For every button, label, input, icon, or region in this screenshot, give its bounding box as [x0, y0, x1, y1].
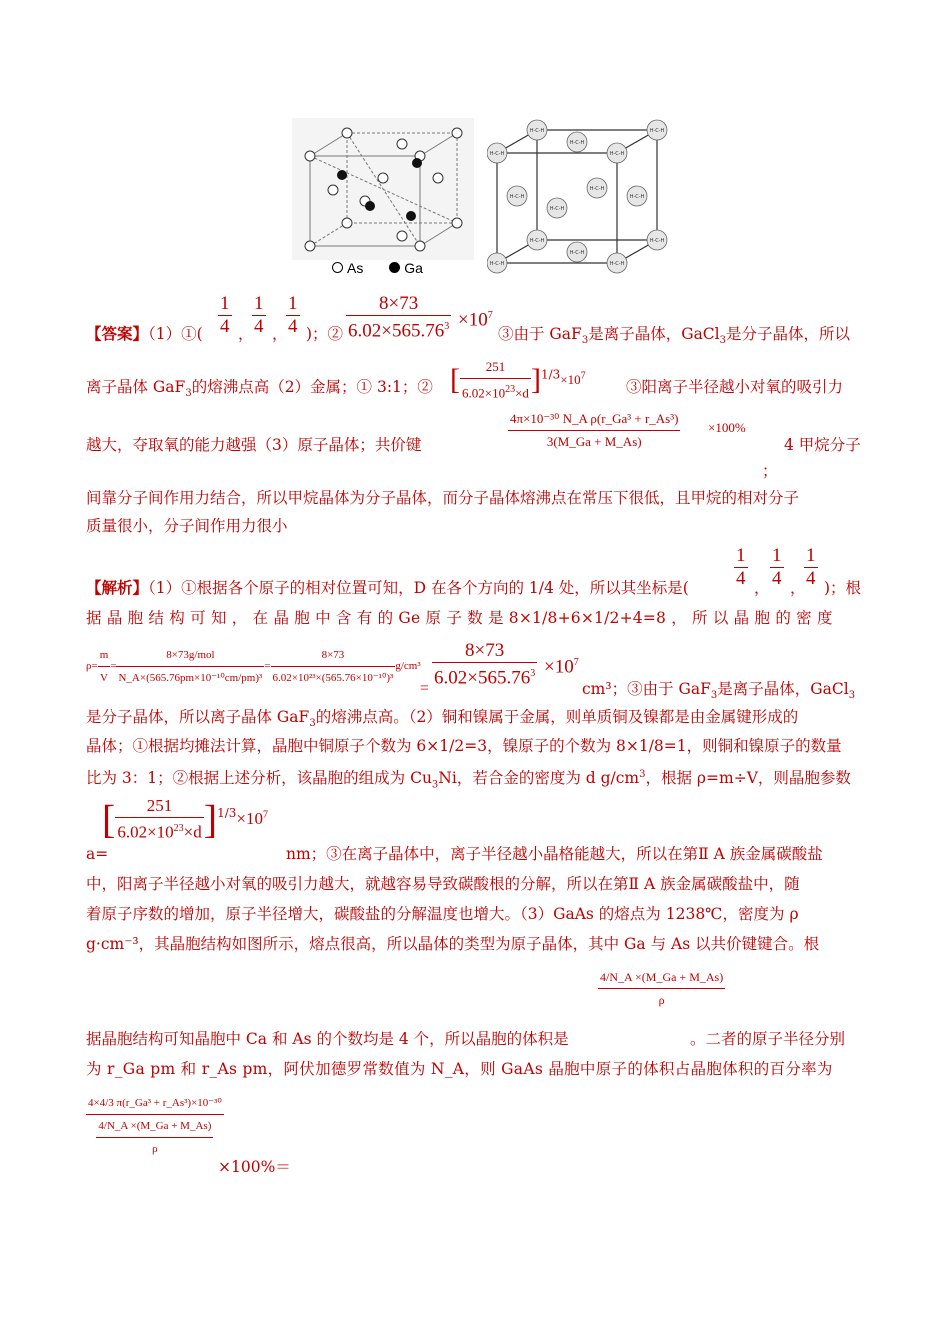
analysis-tag: 【解析】	[86, 578, 149, 597]
analysis-line-4: 是分子晶体，所以离子晶体 GaF$_3$的熔沸点高。（2）铜和镍属于金属，则单质铜及镍都是由金属键形成的	[86, 708, 799, 730]
analysis-density-frac: $\frac{8\times 73}{6.02\times 565.76^3}$	[434, 640, 536, 689]
analysis-coord-frac-1: $\frac{1}{4}$	[736, 545, 746, 589]
svg-text:H-C-H: H-C-H	[649, 128, 665, 134]
methane-crystal-diagram	[487, 118, 669, 280]
analysis-line-11: $\frac{4/N\_A \times(M\_Ga + M\_As)}{\rho}$ 据晶胞结构可知晶胞中 Ca 和 As 的个数均是 4 个，所以晶胞的体积是 。二者的原子半径分别	[86, 962, 864, 1052]
percent-frac: $\frac{\text{4π×10⁻³⁰ N\_A ρ(r\_Ga³ + r\_As³)}}{3(M\_Ga + M\_As)}$	[508, 408, 680, 453]
svg-text:H-C-H: H-C-H	[489, 261, 505, 267]
answer-tag: 【答案】	[86, 324, 149, 343]
svg-text:H-C-H: H-C-H	[609, 261, 625, 267]
analysis-line-5: 晶体；①根据均摊法计算，晶胞中铜原子个数为 6×1/2=3，镍原子的个数为 8×1/8=1，则铜和镍原子的数量	[86, 737, 842, 755]
coord-frac-1: $\frac{1}{4}$	[220, 293, 230, 337]
analysis-line-7: a= [ $\frac{251}{6.02\times 10^{23}\times d}$ ]$^{1/3}\times 10^7$ nm；③在离子晶体中，离子半径越小晶格能越大，所以在第Ⅱ A 族金属碳酸盐	[86, 796, 823, 863]
analysis-coord-frac-3: $\frac{1}{4}$	[806, 545, 816, 589]
final-percent-frac: $\frac{\text{4×4/3 π(r\_Ga³ + r\_As³)×10⁻³⁰}}{\frac{4/N\_A \times(M\_Ga + M\_As)}{\rho}}$	[86, 1092, 224, 1160]
svg-text:H-C-H: H-C-H	[549, 206, 565, 212]
analysis-line-13: $\frac{\text{4×4/3 π(r\_Ga³ + r\_As³)×10⁻³⁰}}{\frac{4/N\_A \times(M\_Ga + M\_As)}{\rho}}$ ×100%＝	[86, 1092, 864, 1182]
svg-text:H-C-H: H-C-H	[529, 238, 545, 244]
svg-text:H-C-H: H-C-H	[529, 128, 545, 134]
analysis-line-12: 为 r_Ga pm 和 r_As pm，阿伏加德罗常数值为 N_A，则 GaAs 晶胞中原子的体积占晶胞体积的百分率为	[86, 1060, 833, 1078]
as-legend-label: As	[347, 260, 364, 276]
svg-text:H-C-H: H-C-H	[489, 151, 505, 157]
figure-legend	[332, 260, 445, 276]
analysis-line-6: 比为 3：1；②根据上述分析，该晶胞的组成为 $Cu_3Ni$，若合金的密度为 d $g/cm^3$，根据 ρ=m÷V，则晶胞参数	[86, 769, 851, 791]
analysis-line-9: 着原子序数的增加，原子半径增大，碳酸盐的分解温度也增大。（3）GaAs 的熔点为 1238℃，密度为 ρ	[86, 905, 799, 923]
coord-frac-2: $\frac{1}{4}$	[254, 293, 264, 337]
analysis-line-8: 中，阳离子半径越小对氧的吸引力越大，就越容易导致碳酸根的分解，所以在第Ⅱ A 族金属碳酸盐中，随	[86, 875, 800, 893]
analysis-coord-frac-2: $\frac{1}{4}$	[772, 545, 782, 589]
svg-text:H-C-H: H-C-H	[509, 194, 525, 200]
svg-text:H-C-H: H-C-H	[589, 186, 605, 192]
svg-text:H-C-H: H-C-H	[609, 151, 625, 157]
analysis-a-expr: [ $\frac{251}{6.02\times 10^{23}\times d}$ ]$^{1/3}\times 10^7$	[102, 796, 268, 842]
crystal-figures	[292, 118, 672, 280]
answer-line-3: 越大，夺取氧的能力越强（3）原子晶体；共价键 $\frac{\text{4π×10⁻³⁰ N\_A ρ(r\_Ga³ + r\_As³)}}{3(M\_Ga + M\_As)}$ ×100% 4 甲烷分子 ；	[86, 408, 864, 468]
analysis-line-10: g·cm⁻³，其晶胞结构如图所示，熔点很高，所以晶体的类型为原子晶体，其中 Ga 与 As 以共价键键合。根	[86, 935, 820, 953]
ga-legend-marker	[389, 262, 400, 273]
svg-text:H-C-H: H-C-H	[629, 194, 645, 200]
answer-line-2: 离子晶体 GaF$_3$的熔沸点高（2）金属；① 3:1；② [ $\frac{251}{6.02\times 10^{23}\times d}$ ]$^{1/3}\times 10^7$ ③阳离子半径越小对氧的吸引力	[86, 356, 864, 412]
analysis-line-1: 【解析】（1）①根据各个原子的相对位置可知，D 在各个方向的 1/4 处，所以其坐标是( $\frac{1}{4}$ ， $\frac{1}{4}$ ， $\frac{1}{4}$ )；根	[86, 545, 862, 597]
ga-legend-label: Ga	[404, 260, 423, 276]
analysis-line-3: ρ= $\frac{m}{V}$ = $\frac{\text{8×73g/mol}}{\text{N\_A×(565.76pm×10⁻¹⁰cm/pm)³}}$ = $\frac{8\times 73}{\text{6.02×10²³×(565.76×10⁻¹⁰)³}}$ g/cm³ = $\frac{8\times 73}{6.02\times 565.76^3}$ $\times 10^7$ cm³；③由于 GaF$_3$是离子晶体，GaCl$_3$	[86, 640, 856, 702]
svg-text:H-C-H: H-C-H	[649, 238, 665, 244]
answer-line-1: 【答案】（1）①( $\frac{1}{4}$ ， $\frac{1}{4}$ ， $\frac{1}{4}$ )；② $\frac{8\times 73}{6.02\times 565.76^3}$ $\times 10^7$ ③由于 GaF$_3$是离子晶体，GaCl$_3$是分子晶体，所以	[86, 293, 851, 347]
analysis-line-2: 据 晶 胞 结 构 可 知 ， 在 晶 胞 中 含 有 的 Ge 原 子 数 是 8×1/8+6×1/2+4=8 ， 所 以 晶 胞 的 密 度	[86, 609, 833, 627]
coord-frac-3: $\frac{1}{4}$	[288, 293, 298, 337]
answer-line-5: 质量很小，分子间作用力很小	[86, 517, 288, 535]
answer-line-4: 间靠分子间作用力结合，所以甲烷晶体为分子晶体，而分子晶体熔沸点在常压下很低，且甲烷的相对分子	[86, 489, 800, 507]
a-cube-root-expr: [ $\frac{251}{6.02\times 10^{23}\times d}$ ]$^{1/3}\times 10^7$	[450, 356, 586, 404]
density-frac: $\frac{8\times 73}{6.02\times 565.76^3}$	[348, 293, 450, 342]
svg-text:H-C-H: H-C-H	[569, 250, 585, 256]
volume-frac: $\frac{4/N\_A \times(M\_Ga + M\_As)}{\rho}$	[598, 966, 725, 1011]
answer-l1a: （1）①(	[148, 325, 203, 343]
gaas-unit-cell-diagram	[292, 118, 474, 260]
as-legend-marker	[332, 262, 343, 273]
svg-text:H-C-H: H-C-H	[569, 140, 585, 146]
